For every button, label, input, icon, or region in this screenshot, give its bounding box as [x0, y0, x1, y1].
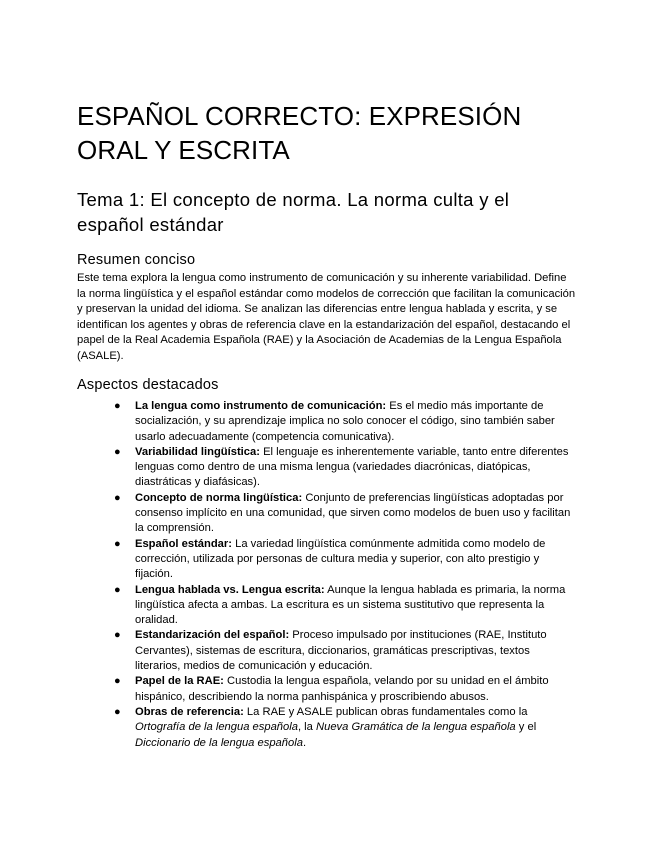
aspects-list [77, 399, 577, 751]
topic-heading: Tema 1: El concepto de norma. La norma culta y el español estándar [77, 189, 510, 235]
document-title: ESPAÑOL CORRECTO: EXPRESIÓN ORAL Y ESCRITA [77, 101, 522, 165]
bullet-text: . [302, 736, 307, 749]
bullet-text: El lenguaje es inherentemente variable, tanto entre diferentes lenguas como dentro de una misma lengua (variedades diacrónicas, diatópicas, diastráticas y diafásicas). [135, 445, 569, 489]
reference-work-ortografia: Ortografía de la lengua española [135, 721, 298, 734]
list-item [114, 399, 577, 445]
bullet-term: La lengua como instrumento de comunicación: [135, 400, 387, 412]
list-item [114, 628, 577, 674]
bullet-term: Variabilidad lingüística: [135, 445, 260, 458]
list-item [114, 491, 577, 537]
bullet-icon: ● [114, 705, 121, 718]
reference-work-gramatica: Nueva Gramática de la lengua española [316, 721, 516, 734]
bullet-icon: ● [114, 491, 121, 504]
aspects-heading: Aspectos destacados [77, 377, 219, 393]
bullet-icon: ● [114, 629, 121, 642]
document-page [77, 99, 577, 751]
list-item [114, 705, 577, 751]
bullet-term: Estandarización del español: [135, 629, 290, 642]
bullet-text: y el [515, 721, 537, 734]
bullet-icon: ● [114, 675, 121, 688]
list-item [114, 537, 577, 583]
bullet-icon: ● [114, 537, 121, 550]
summary-paragraph: Este tema explora la lengua como instrumento de comunicación y su inherente variabilidad. Define la norma lingüística y el español estándar como modelos de corrección que facilitan la comunicación y preservan la unidad del idioma. Se analizan las diferencias entre lengua hablada y escrita, y se identifican los agentes y obras de referencia clave en la estandarización del español, destacando el papel de la Real Academia Española (RAE) y la Asociación de Academias de la Lengua Española (ASALE). [77, 272, 576, 362]
bullet-text: La variedad lingüística comúnmente admitida como modelo de corrección, utilizada por personas de cultura media y superior, con alto prestigio y fijación. [135, 537, 546, 581]
reference-work-diccionario: Diccionario de la lengua española [135, 736, 303, 749]
summary-heading: Resumen conciso [77, 252, 196, 268]
list-item [114, 674, 577, 705]
bullet-term: Español estándar: [135, 537, 232, 550]
bullet-term: Papel de la RAE: [135, 675, 224, 688]
bullet-icon: ● [114, 583, 121, 596]
bullet-term: Lengua hablada vs. Lengua escrita: [135, 583, 325, 596]
bullet-text: Proceso impulsado por instituciones (RAE, Instituto Cervantes), sistemas de escritura, diccionarios, gramáticas prescriptivas, textos literarios, medios de comunicación y educación. [135, 629, 547, 673]
list-item [114, 583, 577, 629]
bullet-text: Es el medio más importante de socialización, y su aprendizaje implica no solo conocer el código, sino también saber usarlo adecuadamente (competencia comunicativa). [135, 400, 555, 443]
list-item [114, 445, 577, 491]
bullet-icon: ● [114, 445, 121, 458]
bullet-icon: ● [114, 400, 121, 412]
bullet-text: Custodia la lengua española, velando por su unidad en el ámbito hispánico, describiendo la norma panhispánica y proscribiendo abusos. [135, 675, 549, 703]
bullet-text: Aunque la lengua hablada es primaria, la norma lingüística afecta a ambas. La escritura es un sistema sustitutivo que representa la oralidad. [135, 583, 566, 627]
bullet-text: , la [297, 721, 317, 734]
bullet-term: Concepto de norma lingüística: [135, 491, 303, 504]
bullet-text: La RAE y ASALE publican obras fundamentales como la [243, 705, 528, 718]
bullet-text: Conjunto de preferencias lingüísticas adoptadas por consenso implícito en una comunidad, que sirven como modelos de buen uso y facilitan la comprensión. [135, 491, 571, 535]
bullet-term: Obras de referencia: [135, 705, 244, 718]
